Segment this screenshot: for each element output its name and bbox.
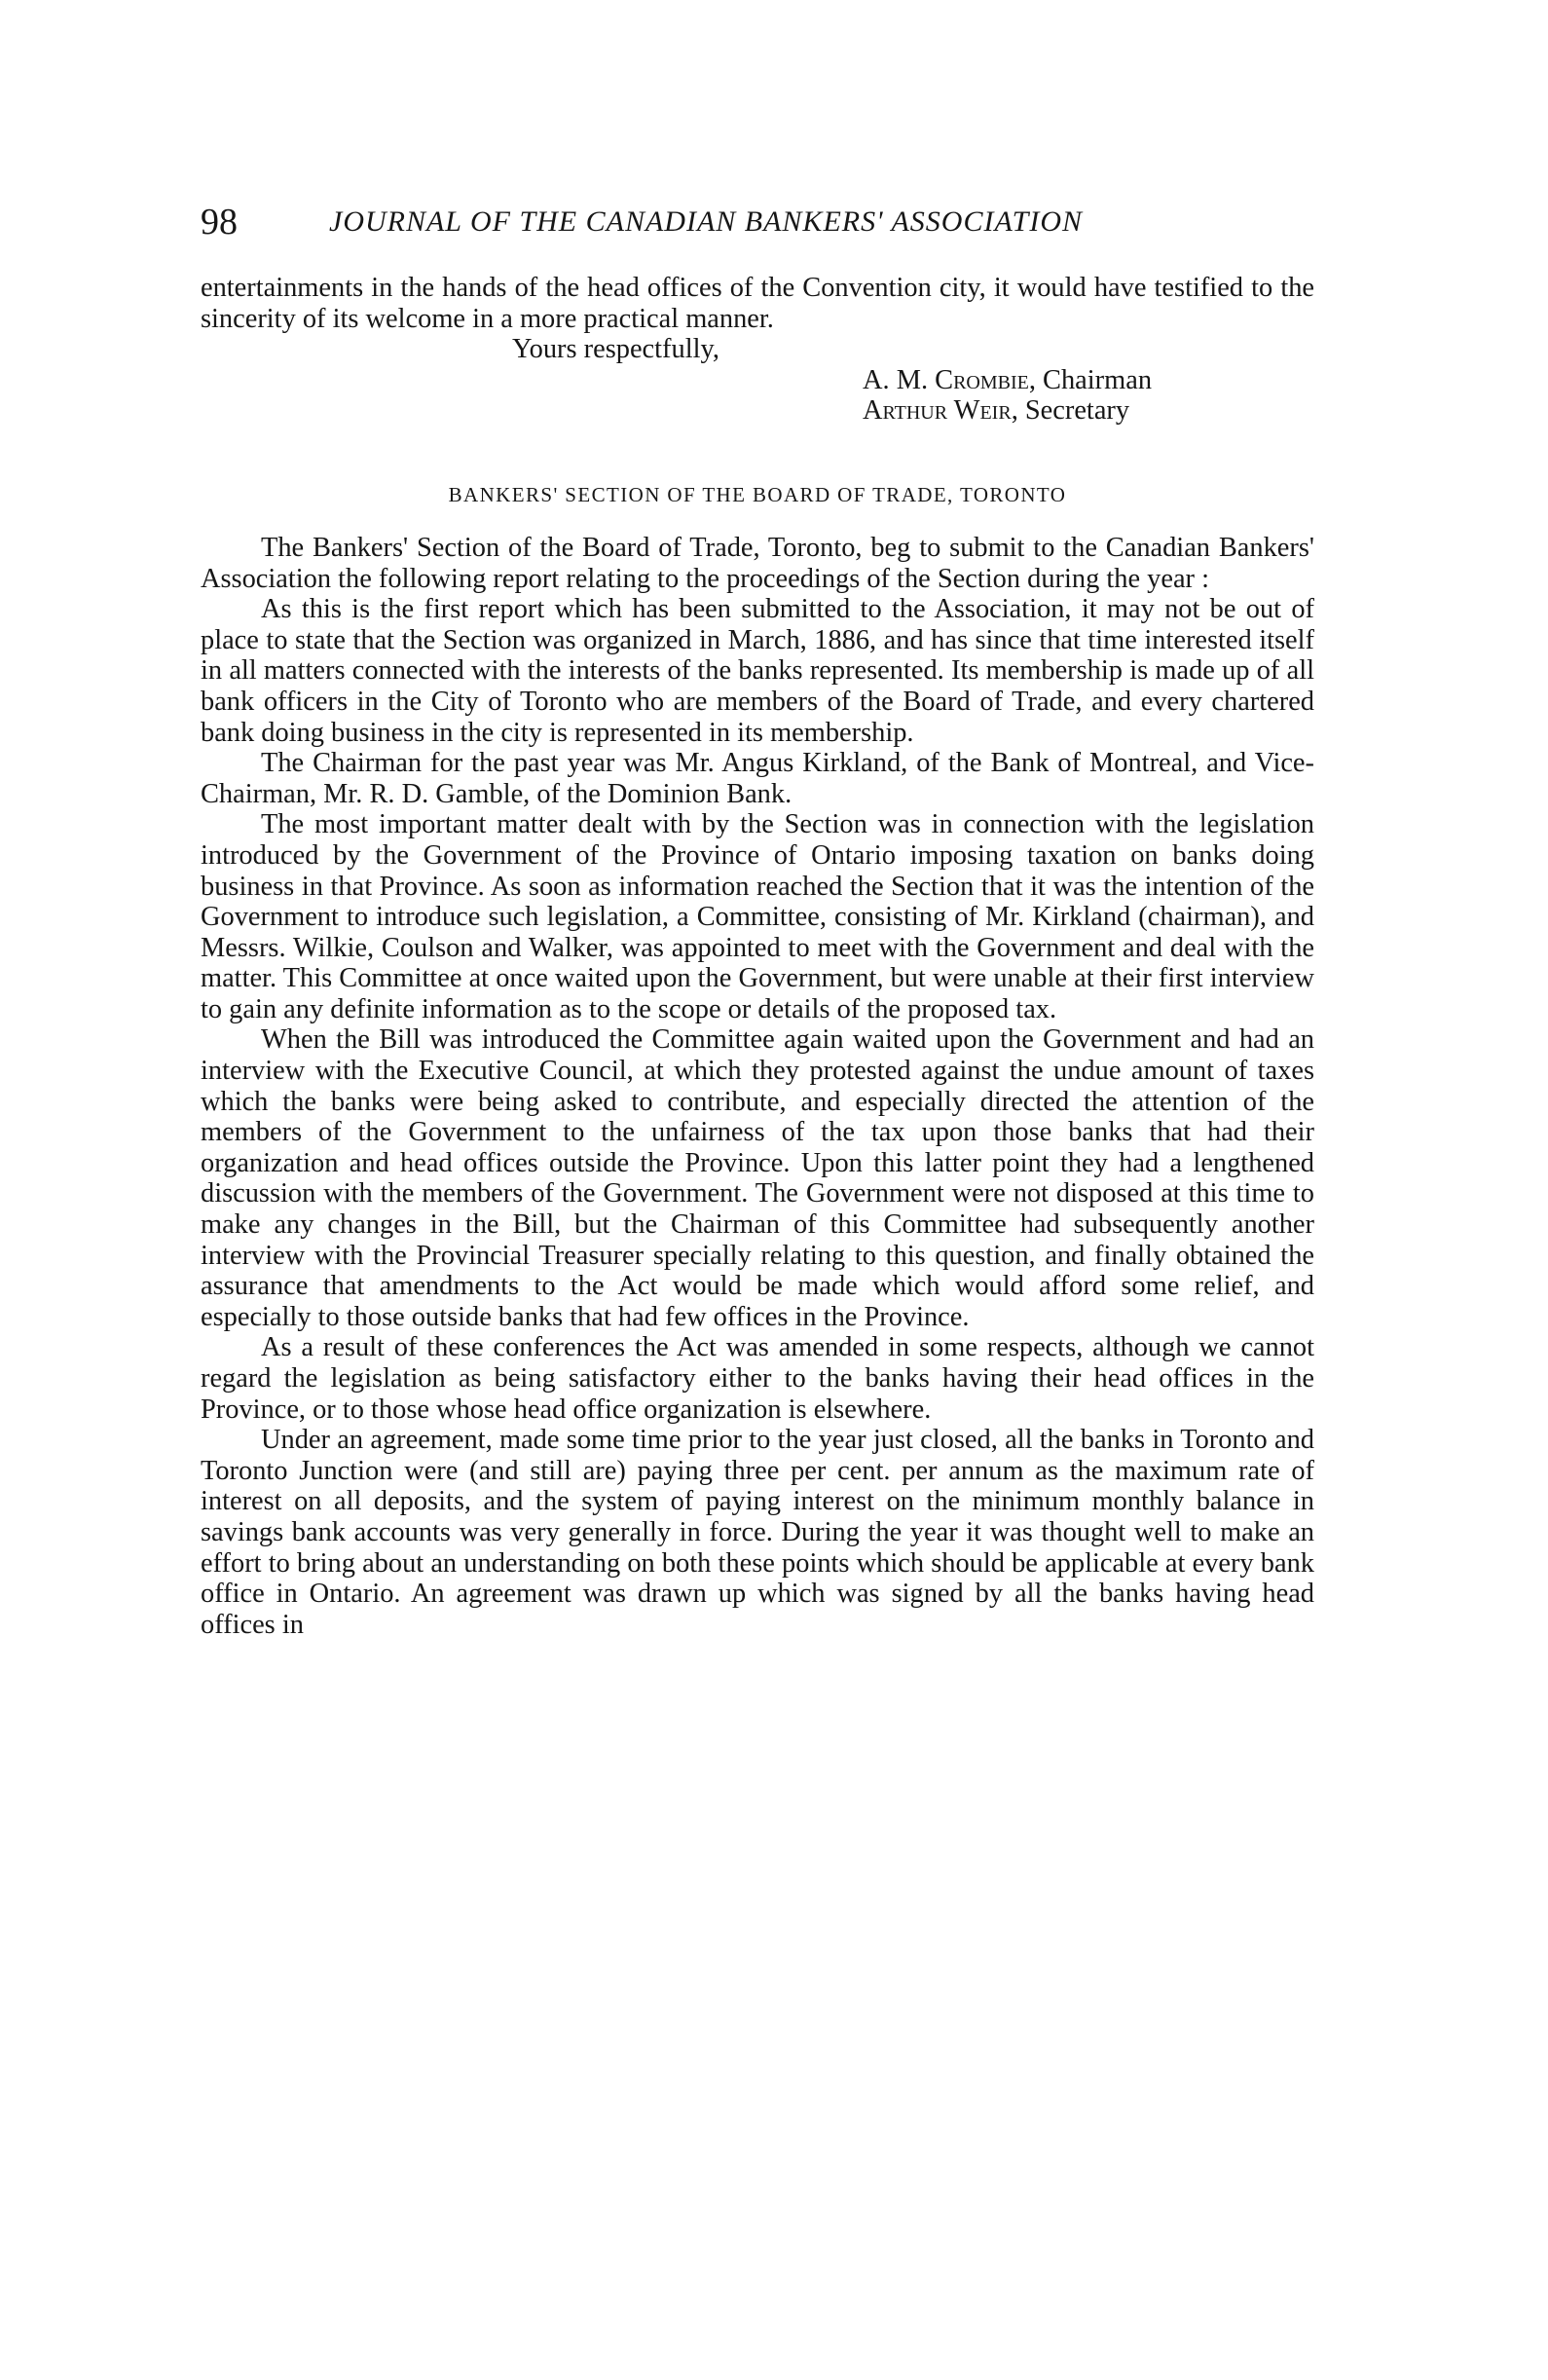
signatory-name: A. M. Crombie xyxy=(863,364,1029,395)
paragraph: The Bankers' Section of the Board of Trade, Toronto, beg to submit to the Canadian Bankers' Association the following report relating to the proceedings of the Section during the year : xyxy=(201,532,1314,594)
paragraph: Under an agreement, made some time prior to the year just closed, all the banks in Toronto and Toronto Junction were (and still are) paying three per cent. per annum as the maximum rate of interest on all deposits, and the system of paying interest on the minimum monthly balance in savings bank accounts was very generally in force. During the year it was thought well to make an effort to bring about an understanding on both these points which should be applicable at every bank office in Ontario. An agreement was drawn up which was signed by all the banks having head offices in xyxy=(201,1425,1314,1640)
signatory-title: , Secretary xyxy=(1011,395,1130,427)
signature-chairman xyxy=(201,365,1314,396)
section-heading: BANKERS' SECTION OF THE BOARD OF TRADE, TORONTO xyxy=(448,482,1067,506)
running-header xyxy=(201,195,1314,249)
document-page xyxy=(201,195,1314,1640)
signatory-name: Arthur Weir xyxy=(863,395,1012,427)
paragraph: As a result of these conferences the Act was amended in some respects, although we cannot regard the legislation as being satisfactory either to the banks having their head offices in the Province, or to those whose head office organization is elsewhere. xyxy=(201,1332,1314,1425)
letter-continuation: entertainments in the hands of the head offices of the Convention city, it would have testified to the sincerity of its welcome in a more practical manner. xyxy=(201,273,1314,334)
signatory-title: , Chairman xyxy=(1028,364,1153,395)
paragraph: As this is the first report which has been submitted to the Association, it may not be out of place to state that the Section was organized in March, 1886, and has since that time interested itself in all matters connected with the interests of the banks represented. Its membership is made up of all bank officers in the City of Toronto who are members of the Board of Trade, and every chartered bank doing business in the city is represented in its membership. xyxy=(201,594,1314,748)
letter-closing: Yours respectfully, xyxy=(512,334,719,365)
paragraph: The most important matter dealt with by the Section was in connection with the legislation introduced by the Government of the Province of Ontario imposing taxation on banks doing business in that Province. As soon as information reached the Section that it was the intention of the Government to introduce such legislation, a Committee, consisting of Mr. Kirkland (chairman), and Messrs. Wilkie, Coulson and Walker, was appointed to meet with the Government and deal with the matter. This Committee at once waited upon the Government, but were unable at their first interview to gain any definite information as to the scope or details of the proposed tax. xyxy=(201,809,1314,1024)
page-number: 98 xyxy=(201,202,238,242)
signature-secretary xyxy=(201,395,1314,427)
paragraph: When the Bill was introduced the Committee again waited upon the Government and had an interview with the Executive Council, at which they protested against the undue amount of taxes which the banks were being asked to contribute, and especially directed the attention of the members of the Government to the unfairness of the tax upon those banks that had their organization and head offices outside the Province. Upon this latter point they had a lengthened discussion with the members of the Government. The Government were not disposed at this time to make any changes in the Bill, but the Chairman of this Committee had subsequently another interview with the Provincial Treasurer specially relating to this question, and finally obtained the assurance that amendments to the Act would be made which would afford some relief, and especially to those outside banks that had few offices in the Province. xyxy=(201,1024,1314,1332)
paragraph: The Chairman for the past year was Mr. Angus Kirkland, of the Bank of Montreal, and Vice-Chairman, Mr. R. D. Gamble, of the Dominion Bank. xyxy=(201,748,1314,809)
journal-title: JOURNAL OF THE CANADIAN BANKERS' ASSOCIATION xyxy=(329,205,1084,238)
